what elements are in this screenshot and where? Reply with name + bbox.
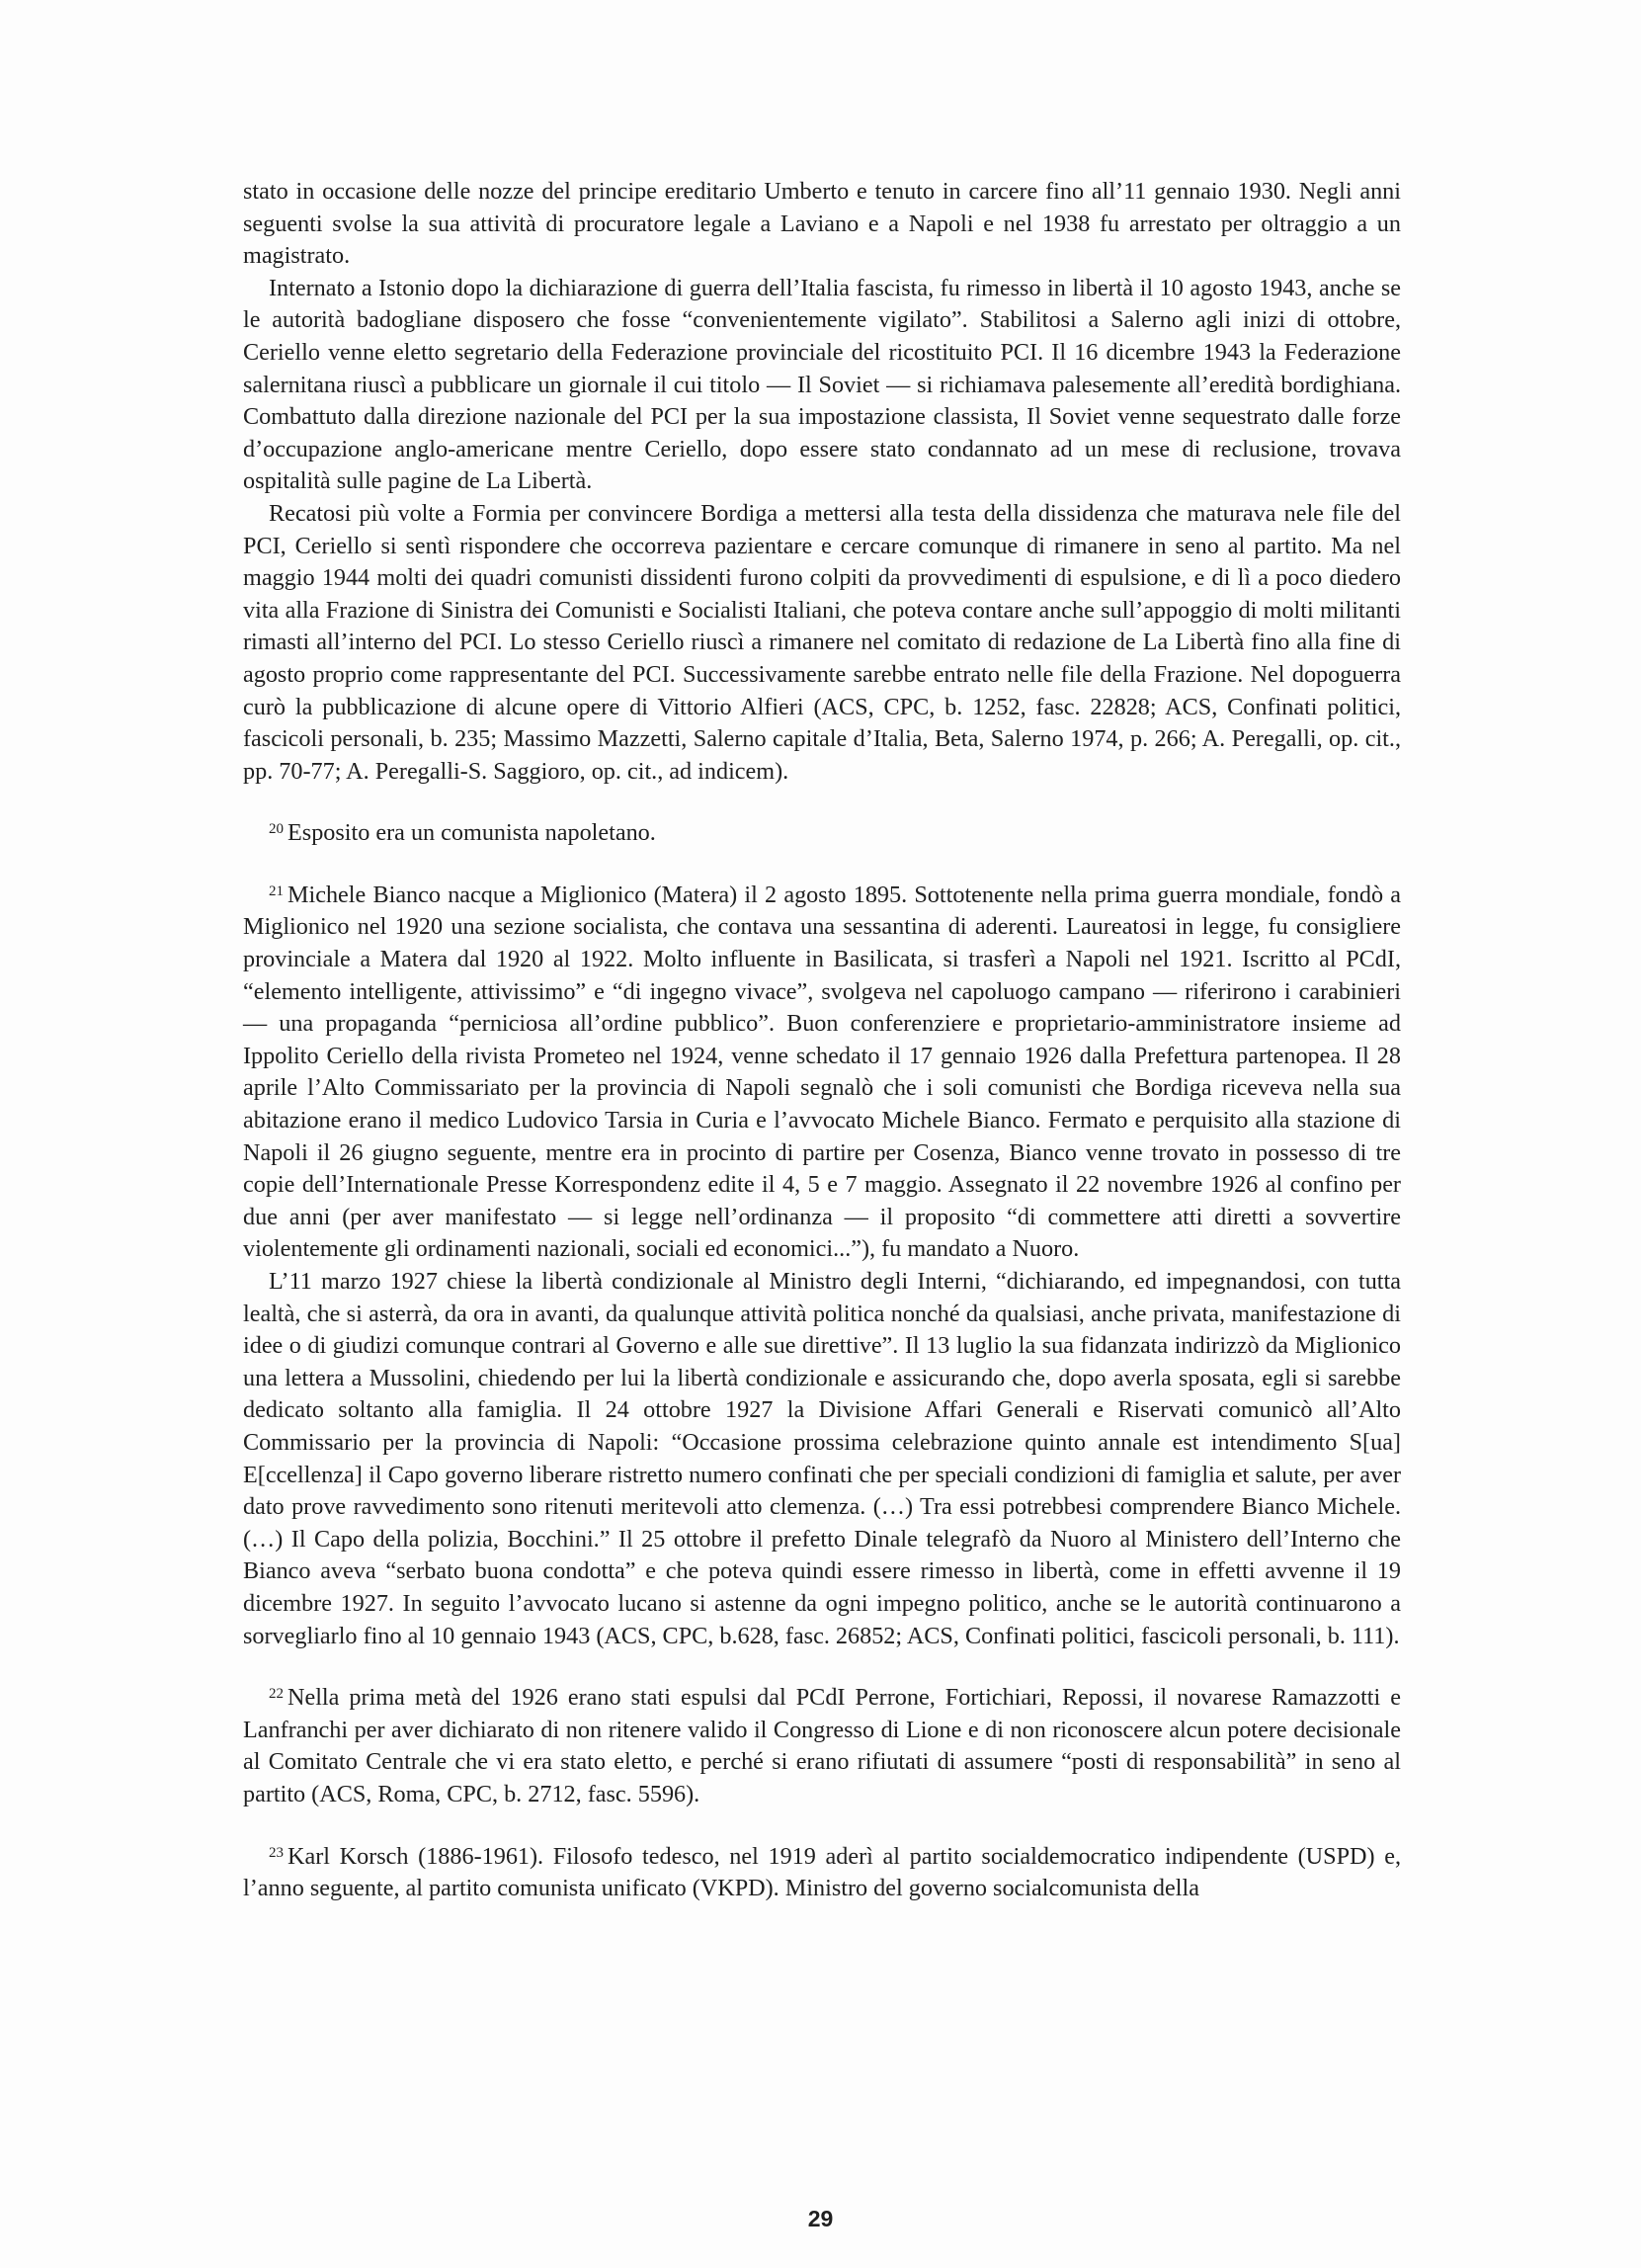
footnote-number: 23 <box>269 1844 284 1861</box>
body-text <box>243 176 1401 1905</box>
footnote-text: Michele Bianco nacque a Miglionico (Matera) il 2 agosto 1895. Sottotenente nella prima guerra mondiale, fondò a Miglionico nel 1920 una sezione socialista, che contava una sessantina di aderenti. Laureatosi in legge, fu consigliere provinciale a Matera dal 1920 al 1922. Molto influente in Basilicata, si trasferì a Napoli nel 1921. Iscritto al PCdI, “elemento intelligente, attivissimo” e “di ingegno vivace”, svolgeva nel capoluogo campano — riferirono i carabinieri — una propaganda “perniciosa all’ordine pubblico”. Buon conferenziere e proprietario-amministratore insieme ad Ippolito Ceriello della rivista Prometeo nel 1924, venne schedato il 17 gennaio 1926 dalla Prefettura partenopea. Il 28 aprile l’Alto Commissariato per la provincia di Napoli segnalò che i soli comunisti che Bordiga riceveva nella sua abitazione erano il medico Ludovico Tarsia in Curia e l’avvocato Michele Bianco. Fermato e perquisito alla stazione di Napoli il 26 giugno seguente, mentre era in procinto di partire per Cosenza, Bianco venne trovato in possesso di tre copie dell’Internationale Presse Korrespondenz edite il 4, 5 e 7 maggio. Assegnato il 22 novembre 1926 al confino per due anni (per aver manifestato — si legge nell’ordinanza — il proposito “di commettere atti diretti a sovvertire violentemente gli ordinamenti nazionali, sociali ed economici...”), fu mandato a Nuoro. <box>243 881 1401 1263</box>
spacer <box>243 850 1401 880</box>
paragraph-istonio: Internato a Istonio dopo la dichiarazione di guerra dell’Italia fascista, fu rimesso in libertà il 10 agosto 1943, anche se le autorità badogliane disposero che fosse “convenientemente vigilato”. Stabilitosi a Salerno agli inizi di ottobre, Ceriello venne eletto segretario della Federazione provinciale del ricostituito PCI. Il 16 dicembre 1943 la Federazione salernitana riuscì a pubblicare un giornale il cui titolo — Il Soviet — si richiamava palesemente all’eredità bordighiana. Combattuto dalla direzione nazionale del PCI per la sua impostazione classista, Il Soviet venne sequestrato dalle forze d’occupazione anglo-americane mentre Ceriello, dopo essere stato condannato ad un mese di reclusione, trovava ospitalità sulle pagine de La Libertà. <box>243 274 1401 495</box>
footnote-21-continuation: L’11 marzo 1927 chiese la libertà condizionale al Ministro degli Interni, “dichiarando, ed impegnandosi, con tutta lealtà, che si asterrà, da ora in avanti, da qualunque attività politica nonché da qualsiasi, anche privata, manifestazione di idee o di giudizi comunque contrari al Governo e alle sue direttive”. Il 13 luglio la sua fidanzata indirizzò da Miglionico una lettera a Mussolini, chiedendo per lui la libertà condizionale e assicurando che, dopo averla sposata, egli si sarebbe dedicato soltanto alla famiglia. Il 24 ottobre 1927 la Divisione Affari Generali e Riservati comunicò all’Alto Commissario per la provincia di Napoli: “Occasione prossima celebrazione quinto annale est intendimento S[ua] E[ccellenza] il Capo governo liberare ristretto numero confinati che per speciali condizioni di famiglia et salute, per aver dato prove ravvedimento sono ritenuti meritevoli atto clemenza. (…) Tra essi potrebbesi comprendere Bianco Michele. (…) Il Capo della polizia, Bocchini.” Il 25 ottobre il prefetto Dinale telegrafò da Nuoro al Ministero dell’Interno che Bianco aveva “serbato buona condotta” e che poteva quindi essere rimesso in libertà, come in effetti avvenne il 19 dicembre 1927. In seguito l’avvocato lucano si astenne da ogni impegno politico, anche se le autorità continuarono a sorvegliarlo fino al 10 gennaio 1943 (ACS, CPC, b.628, fasc. 26852; ACS, Confinati politici, fascicoli personali, b. 111). <box>243 1268 1401 1649</box>
footnote-23 <box>243 1841 1401 1905</box>
footnote-20 <box>243 817 1401 850</box>
spacer <box>243 788 1401 817</box>
footnote-number: 22 <box>269 1686 284 1703</box>
footnote-number: 21 <box>269 882 284 899</box>
footnote-text: Karl Korsch (1886-1961). Filosofo tedesco, nel 1919 aderì al partito socialdemocratico indipendente (USPD) e, l’anno seguente, al partito comunista unificato (VKPD). Ministro del governo socialcomunista della <box>243 1842 1401 1902</box>
footnote-21 <box>243 880 1401 1266</box>
paragraph-formia: Recatosi più volte a Formia per convincere Bordiga a mettersi alla testa della dissidenza che maturava nele file del PCI, Ceriello si sentì rispondere che occorreva pazientare e cercare comunque di rimanere in seno al partito. Ma nel maggio 1944 molti dei quadri comunisti dissidenti furono colpiti da provvedimenti di espulsione, e di lì a poco diedero vita alla Frazione di Sinistra dei Comunisti e Socialisti Italiani, che poteva contare anche sull’appoggio di molti militanti rimasti all’interno del PCI. Lo stesso Ceriello riuscì a rimanere nel comitato di redazione de La Libertà fino alla fine di agosto proprio come rappresentante del PCI. Successivamente sarebbe entrato nelle file della Frazione. Nel dopoguerra curò la pubblicazione di alcune opere di Vittorio Alfieri (ACS, CPC, b. 1252, fasc. 22828; ACS, Confinati politici, fascicoli personali, b. 235; Massimo Mazzetti, Salerno capitale d’Italia, Beta, Salerno 1974, p. 266; A. Peregalli, op. cit., pp. 70-77; A. Peregalli-S. Saggioro, op. cit., ad indicem). <box>243 499 1401 785</box>
footnote-text: Esposito era un comunista napoletano. <box>287 819 656 847</box>
footnote-text: Nella prima metà del 1926 erano stati espulsi dal PCdI Perrone, Fortichiari, Repossi, il novarese Ramazzotti e Lanfranchi per aver dichiarato di non ritenere valido il Congresso di Lione e di non riconoscere alcun potere decisionale al Comitato Centrale che vi era stato eletto, e perché si erano rifiutati di assumere “posti di responsabilità” in seno al partito (ACS, Roma, CPC, b. 2712, fasc. 5596). <box>243 1684 1401 1807</box>
footnote-22 <box>243 1682 1401 1810</box>
paragraph-umberto: stato in occasione delle nozze del principe ereditario Umberto e tenuto in carcere fino all’11 gennaio 1930. Negli anni seguenti svolse la sua attività di procuratore legale a Laviano e a Napoli e nel 1938 fu arrestato per oltraggio a un magistrato. <box>243 178 1401 270</box>
page-number: 29 <box>807 2206 834 2231</box>
spacer <box>243 1811 1401 1841</box>
spacer <box>243 1652 1401 1682</box>
footnote-number: 20 <box>269 821 284 838</box>
